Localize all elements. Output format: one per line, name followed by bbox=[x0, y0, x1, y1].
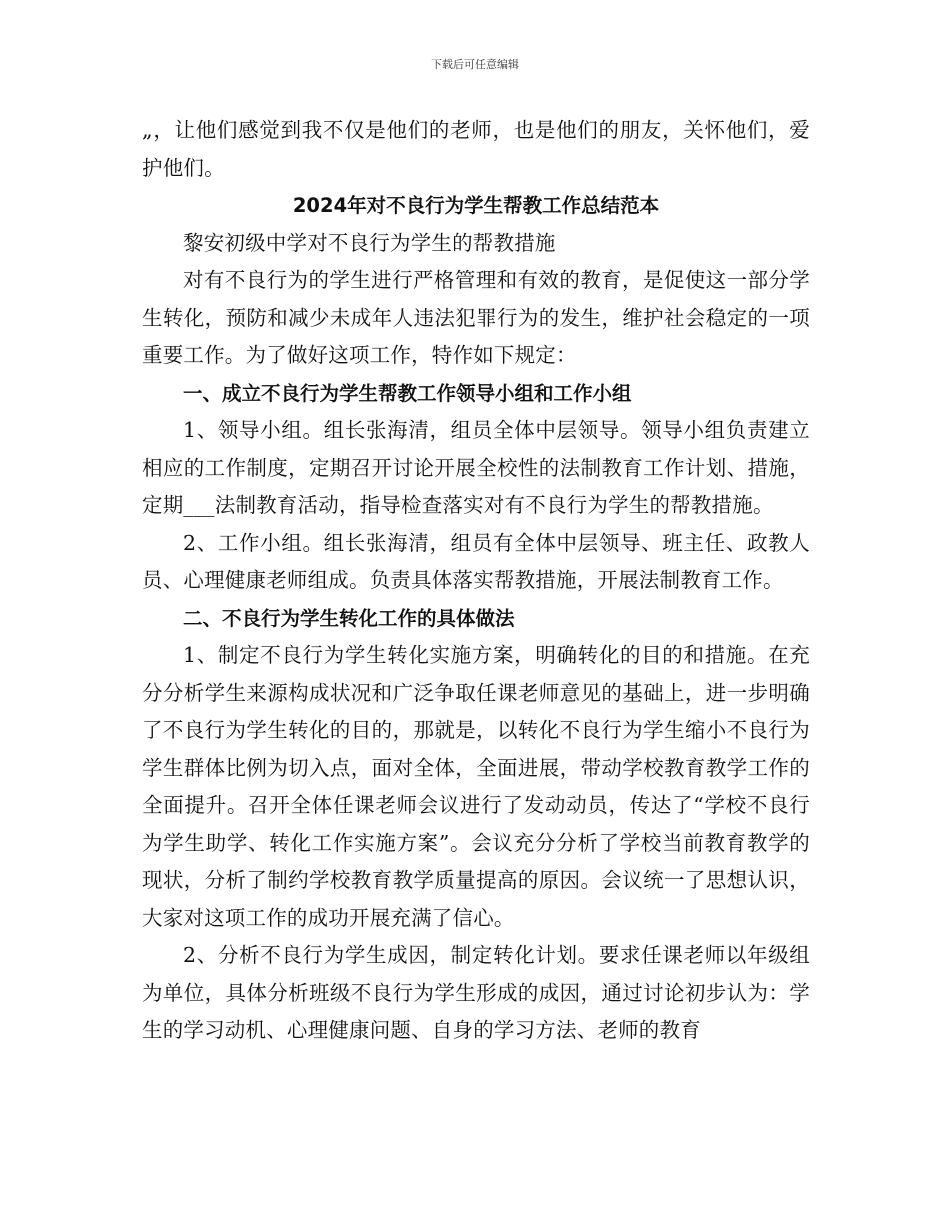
header-note: 下载后可任意编辑 bbox=[431, 58, 519, 71]
section-heading-2: 二、不良行为学生转化工作的具体做法 bbox=[182, 606, 515, 630]
section2-item-1: 1、制定不良行为学生转化实施方案，明确转化的目的和措施。在充分分析学生来源构成状况和广泛争取任课老师意见的基础上，进一步明确了不良行为学生转化的目的，那就是，以转化不良行为学生缩小不良行为学生群体比例为切入点，面对全体，全面进展，带动学校教育教学工作的全面提升。召开全体任课老师会议进行了发动动员，传达了“学校不良行为学生助学、转化工作实施方案”。会议充分分析了学校当前教育教学的现状，分析了制约学校教育教学质量提高的原因。会议统一了思想认识，大家对这项工作的成功开展充满了信心。 bbox=[142, 643, 810, 930]
intro-paragraph: 对有不良行为的学生进行严格管理和有效的教育，是促使这一部分学生转化，预防和减少未成年人违法犯罪行为的发生，维护社会稳定的一项重要工作。为了做好这项工作，特作如下规定： bbox=[142, 268, 810, 367]
opening-paragraph: „，让他们感觉到我不仅是他们的老师，也是他们的朋友，关怀他们，爱护他们。 bbox=[142, 118, 810, 180]
section2-item-2: 2、分析不良行为学生成因，制定转化计划。要求任课老师以年级组为单位，具体分析班级不良行为学生形成的成因，通过讨论初步认为：学生的学习动机、心理健康问题、自身的学习方法、老师的教育 bbox=[142, 943, 810, 1042]
section1-item-1: 1、领导小组。组长张海清，组员全体中层领导。领导小组负责建立相应的工作制度，定期召开讨论开展全校性的法制教育工作计划、措施，定期___法制教育活动，指导检查落实对有不良行为学生的帮教措施。 bbox=[142, 418, 810, 517]
section-heading-1: 一、成立不良行为学生帮教工作领导小组和工作小组 bbox=[182, 381, 632, 405]
document-subtitle: 黎安初级中学对不良行为学生的帮教措施 bbox=[183, 230, 556, 255]
document-title: 2024年对不良行为学生帮教工作总结范本 bbox=[292, 194, 660, 217]
section1-item-2: 2、工作小组。组长张海清，组员有全体中层领导、班主任、政教人员、心理健康老师组成。负责具体落实帮教措施，开展法制教育工作。 bbox=[142, 530, 810, 592]
document-body bbox=[142, 112, 810, 1050]
